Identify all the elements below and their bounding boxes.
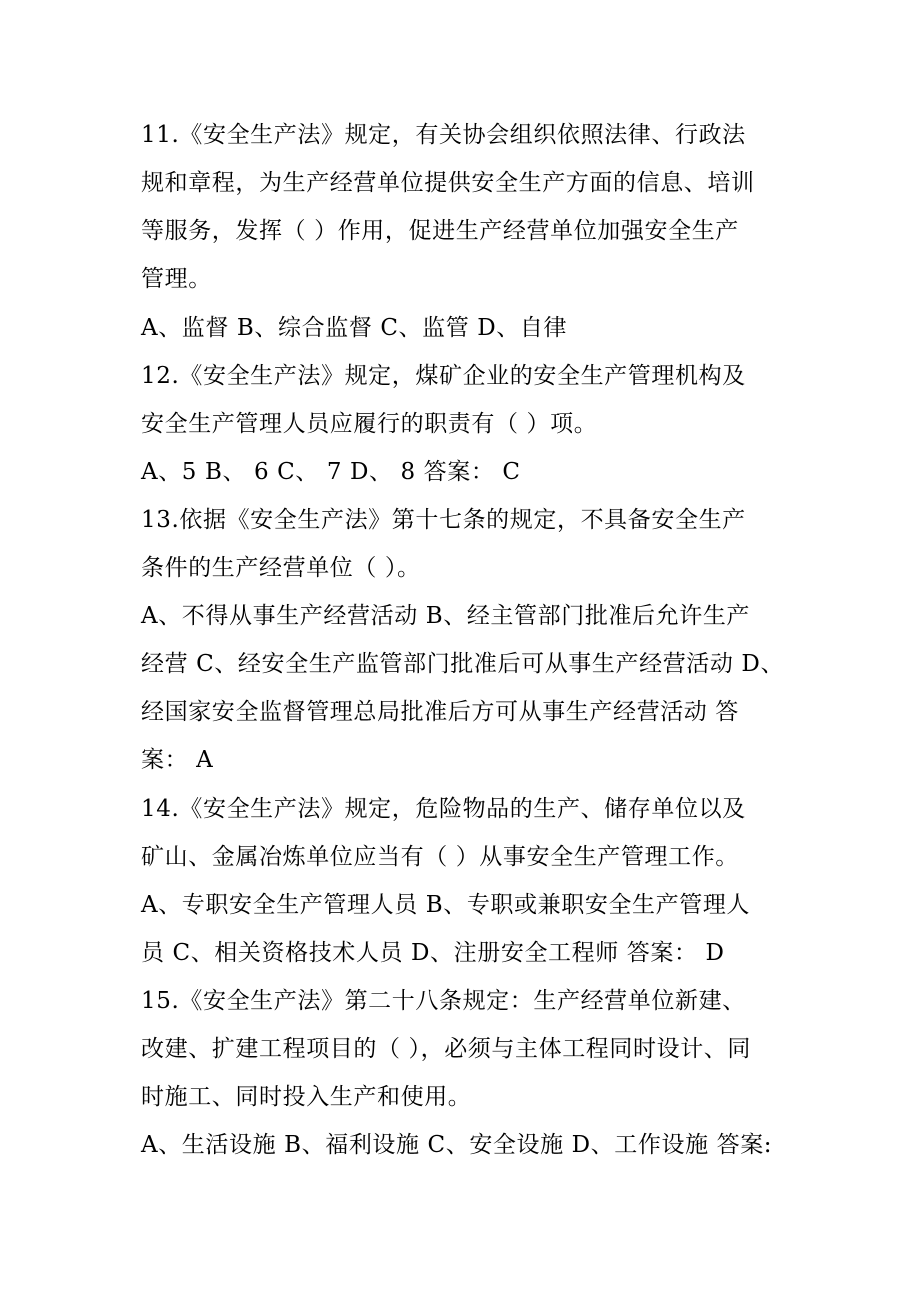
text-line: 经国家安全监督管理总局批准后方可从事生产经营活动 答	[141, 699, 739, 725]
text-line: 规和章程，为生产经营单位提供安全生产方面的信息、培训	[141, 170, 755, 196]
text-line: A、5 B、 6 C、 7 D、 8 答案： C	[141, 459, 521, 485]
text-line: 14.《安全生产法》规定，危险物品的生产、储存单位以及	[141, 796, 746, 822]
text-line: 15.《安全生产法》第二十八条规定：生产经营单位新建、	[141, 988, 746, 1014]
text-line: 11.《安全生产法》规定，有关协会组织依照法律、行政法	[141, 122, 746, 148]
text-line: A、监督 B、综合监督 C、监管 D、自律	[141, 315, 568, 341]
text-line: 经营 C、经安全生产监管部门批准后可从事生产经营活动 D、	[141, 651, 785, 677]
text-line: 13.依据《安全生产法》第十七条的规定，不具备安全生产	[141, 507, 746, 533]
text-line: 矿山、金属冶炼单位应当有（ ）从事安全生产管理工作。	[141, 844, 739, 870]
text-line: 等服务，发挥（ ）作用，促进生产经营单位加强安全生产	[141, 218, 739, 244]
text-line: 安全生产管理人员应履行的职责有（ ）项。	[141, 411, 598, 437]
text-line: 改建、扩建工程项目的（ ），必须与主体工程同时设计、同	[141, 1036, 752, 1062]
text-line: 条件的生产经营单位（ ）。	[141, 555, 421, 581]
text-line: A、专职安全生产管理人员 B、专职或兼职安全生产管理人	[141, 892, 751, 918]
text-line: A、生活设施 B、福利设施 C、安全设施 D、工作设施 答案:	[141, 1132, 773, 1158]
text-line: A、不得从事生产经营活动 B、经主管部门批准后允许生产	[141, 603, 751, 629]
text-line: 时施工、同时投入生产和使用。	[141, 1084, 472, 1110]
text-line: 员 C、相关资格技术人员 D、注册安全工程师 答案： D	[141, 940, 725, 966]
text-line: 管理。	[141, 266, 212, 292]
text-line: 12.《安全生产法》规定，煤矿企业的安全生产管理机构及	[141, 363, 746, 389]
text-line: 案： A	[141, 747, 214, 773]
